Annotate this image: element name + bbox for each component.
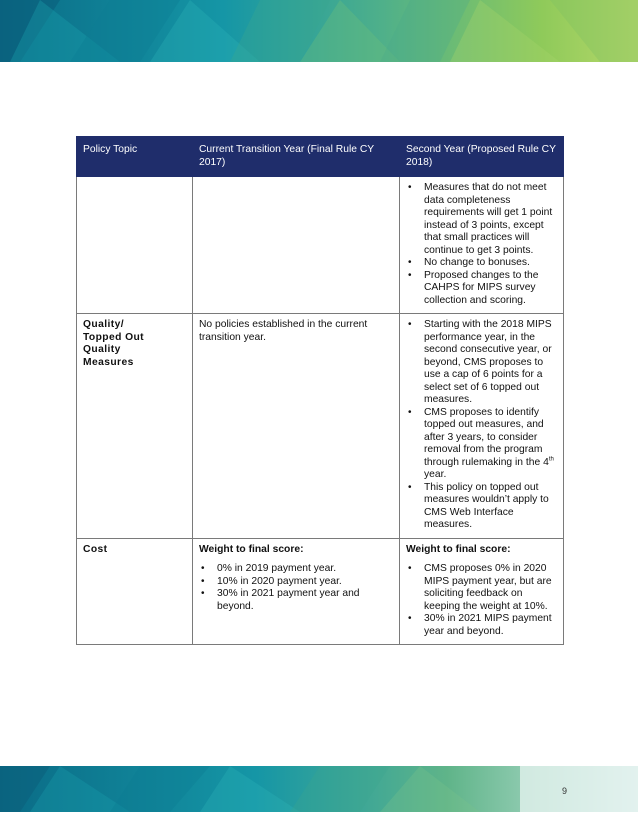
column-header-policy-topic: Policy Topic	[77, 137, 193, 177]
bullet-list	[406, 182, 557, 307]
table-row	[77, 177, 564, 314]
list-item: • Proposed changes to the CAHPS for MIPS survey collection and scoring.	[406, 270, 557, 308]
row1-current-cell	[193, 177, 400, 314]
row1-second-cell	[400, 177, 564, 314]
list-item: • CMS proposes 0% in 2020 MIPS payment year, but are soliciting feedback on keeping the weight at 10%.	[406, 563, 557, 613]
row3-current-cell	[193, 538, 400, 645]
topic-line: Topped Out	[83, 331, 144, 343]
bullet-list	[406, 319, 557, 532]
topic-line: Measures	[83, 356, 134, 368]
bullet-list	[406, 563, 557, 638]
list-item: • This policy on topped out measures wouldn’t apply to CMS Web Interface measures.	[406, 482, 557, 532]
list-item-tail: year.	[424, 469, 447, 480]
column-header-current-year: Current Transition Year (Final Rule CY 2017)	[193, 137, 400, 177]
topic-label: Cost	[83, 543, 108, 555]
list-item: • 0% in 2019 payment year.	[199, 563, 393, 576]
topic-line: Quality	[83, 344, 121, 355]
footer-banner	[0, 766, 638, 812]
row3-second-cell	[400, 538, 564, 645]
bullet-list	[199, 563, 393, 613]
row1-topic-cell	[77, 177, 193, 314]
current-weight-heading: Weight to final score:	[199, 543, 304, 555]
row2-topic-cell	[77, 314, 193, 539]
banner-pattern-graphic	[0, 0, 638, 62]
list-item: • 30% in 2021 MIPS payment year and beyond.	[406, 613, 557, 638]
list-item-text: CMS proposes to identify topped out measures, and after 3 years, to consider removal from the program through rulemaking in the	[424, 406, 544, 468]
list-item: • Starting with the 2018 MIPS performance year, in the second consecutive year, or beyond, CMS proposes to use a cap of 6 points for a select set of 6 topped out measures.	[406, 319, 557, 407]
topic-line: Quality/	[83, 319, 124, 330]
table-row	[77, 314, 564, 539]
header-banner	[0, 0, 638, 62]
ordinal-suffix: th	[548, 456, 554, 463]
footer-pattern-graphic	[0, 766, 638, 812]
second-weight-heading: Weight to final score:	[406, 543, 511, 555]
page-number: 9	[562, 786, 568, 796]
list-item: • Measures that do not meet data completeness requirements will get 1 point instead of 3 points, except that small practices will continue to get 3 points.	[406, 182, 557, 257]
policy-table	[76, 136, 564, 645]
row2-current-cell: No policies established in the current transition year.	[193, 314, 400, 539]
list-item: • 10% in 2020 payment year.	[199, 576, 393, 589]
column-header-second-year: Second Year (Proposed Rule CY 2018)	[400, 137, 564, 177]
list-item: • 30% in 2021 payment year and beyond.	[199, 588, 393, 613]
table-row	[77, 538, 564, 645]
table-header-row	[77, 137, 564, 177]
row2-second-cell	[400, 314, 564, 539]
ordinal-number: 4	[543, 456, 549, 468]
list-item: • No change to bonuses.	[406, 257, 557, 270]
list-item	[406, 407, 557, 482]
row3-topic-cell	[77, 538, 193, 645]
